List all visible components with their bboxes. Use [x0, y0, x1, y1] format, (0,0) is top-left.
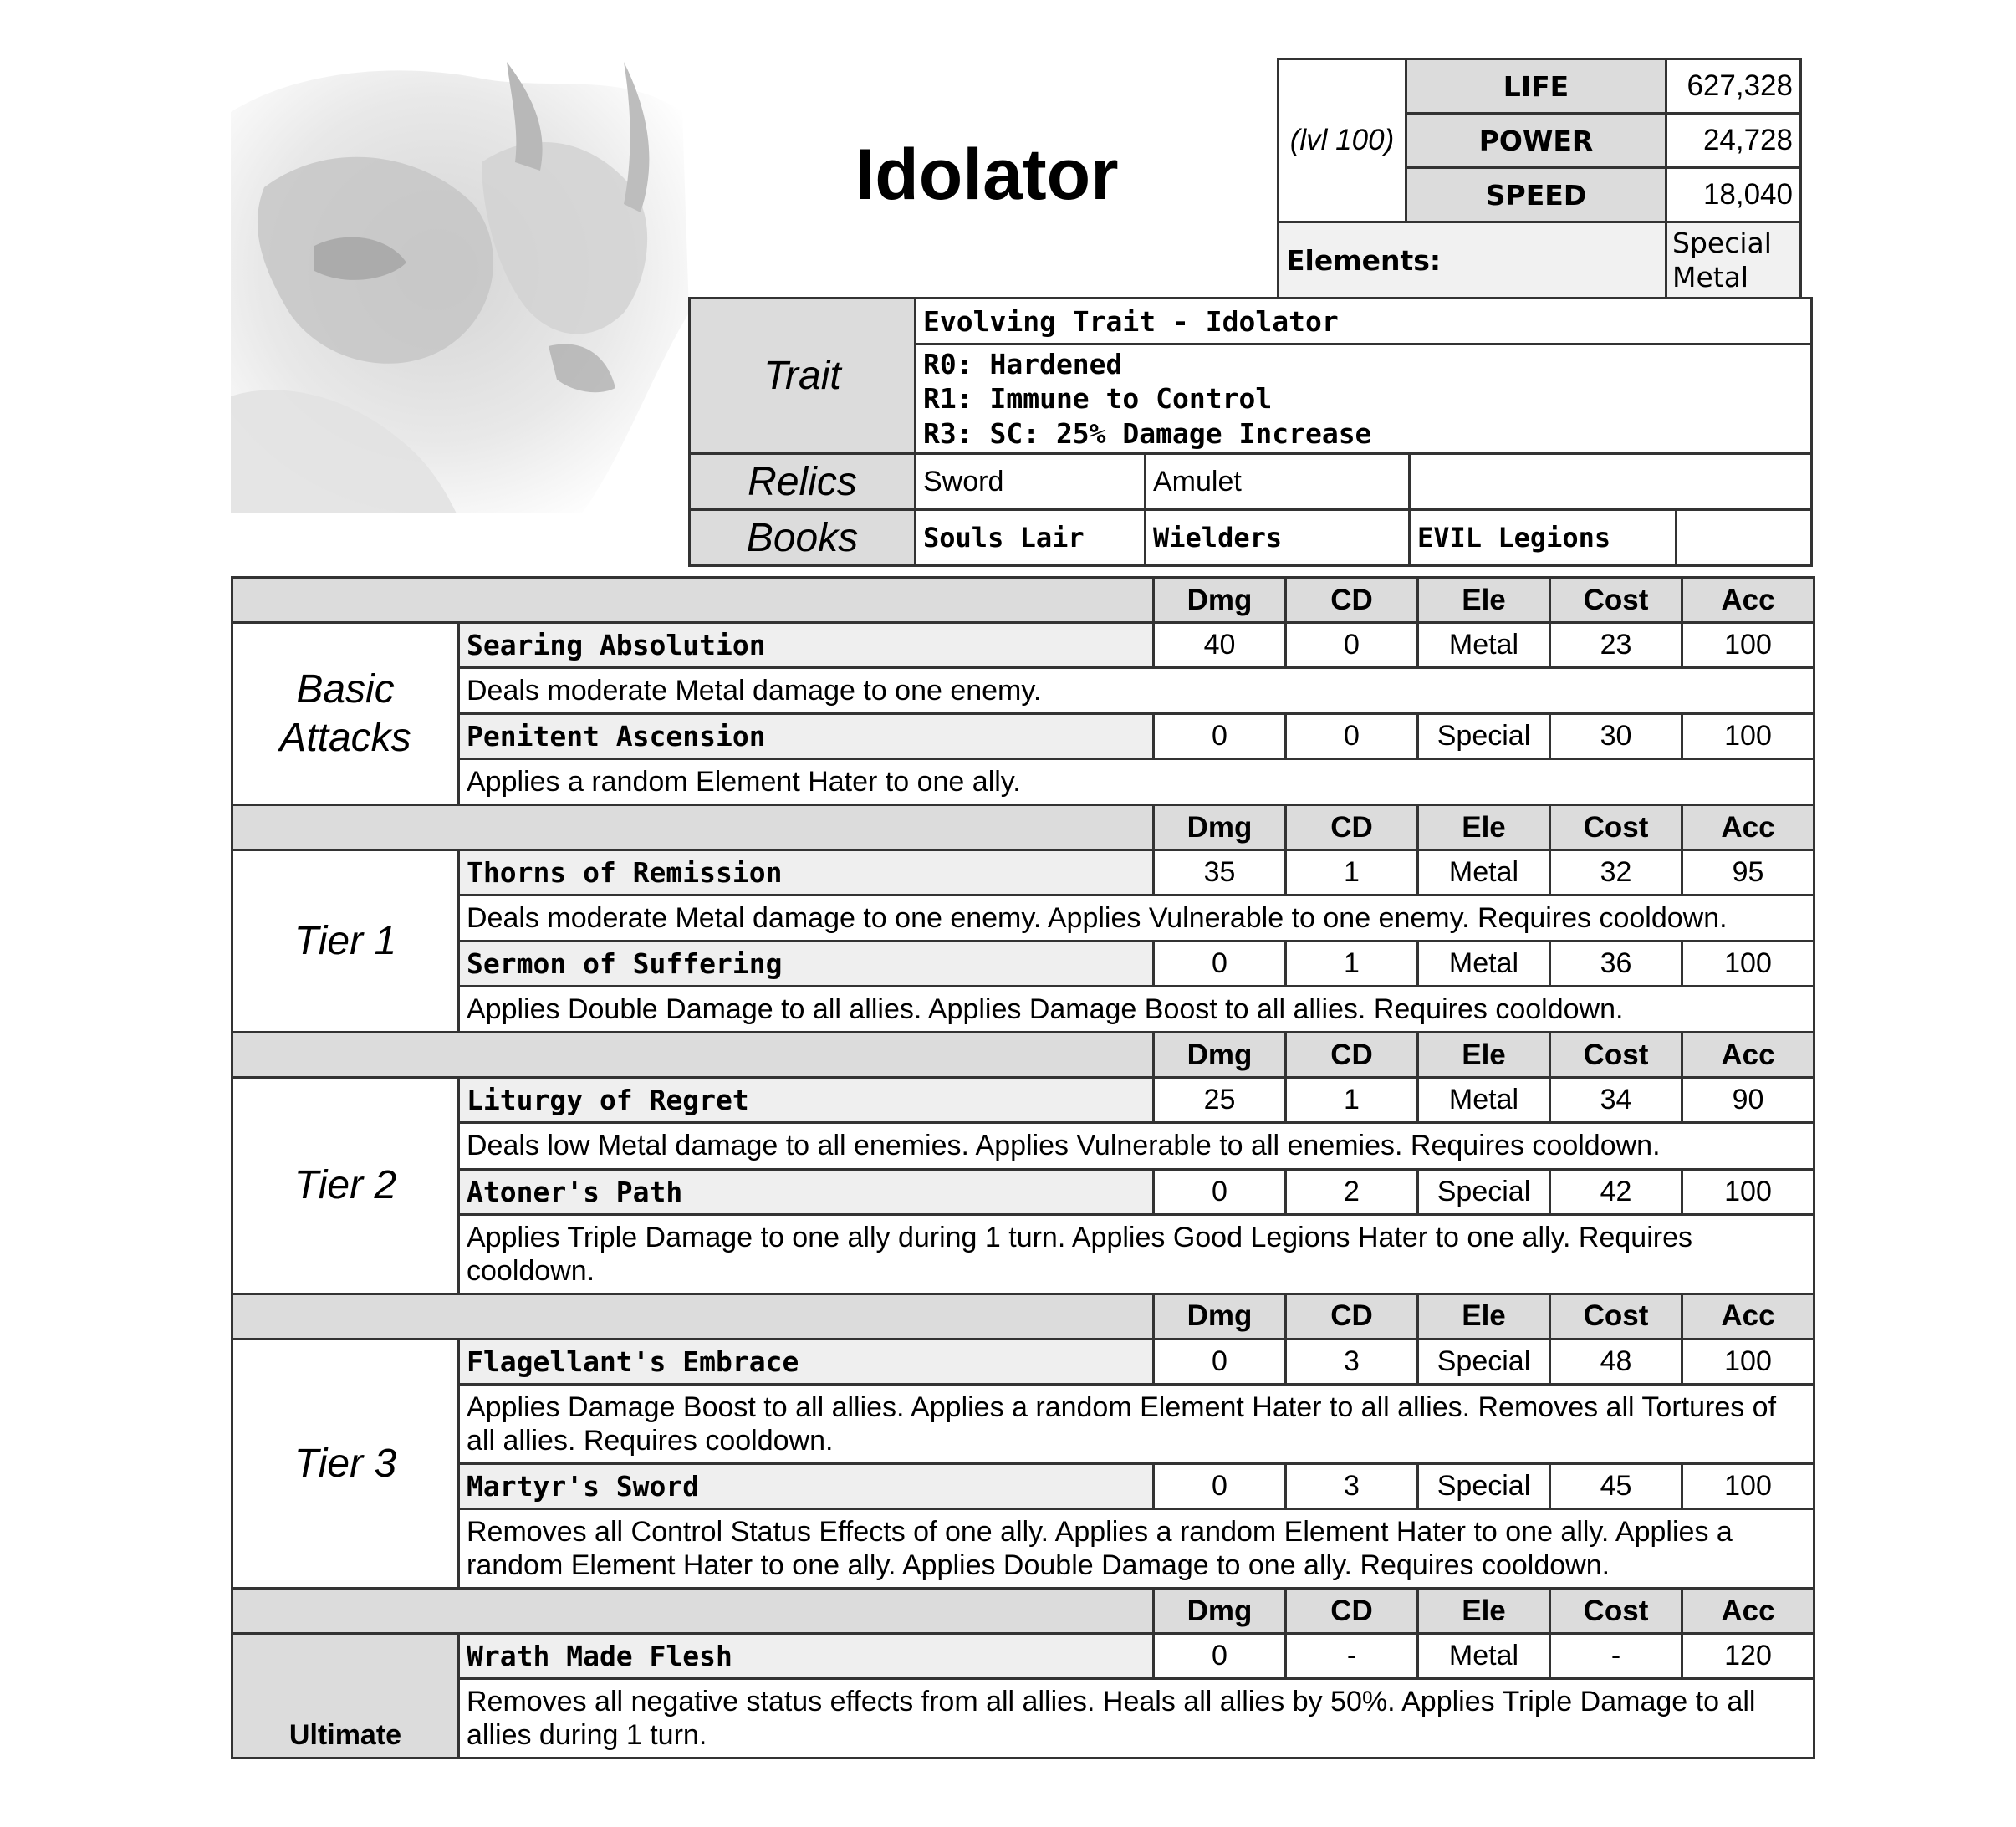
relic-empty [1410, 454, 1812, 510]
skill-description-row [232, 1679, 1814, 1758]
skill-description-row [232, 1384, 1814, 1463]
skill-cd: - [1286, 1634, 1418, 1679]
header-blank-cell [232, 1589, 1154, 1634]
skill-row [232, 623, 1814, 668]
skill-cost: 48 [1550, 1339, 1682, 1384]
element-metal: Metal [1672, 261, 1749, 293]
skill-description: Deals low Metal damage to all enemies. Applies Vulnerable to all enemies. Requires cooldown. [459, 1123, 1814, 1169]
group-label-line-1: Tier 3 [293, 1441, 397, 1486]
column-header-cost: Cost [1550, 578, 1682, 623]
skill-acc: 100 [1682, 1463, 1814, 1508]
skill-description: Applies Triple Damage to one ally during 1 turn. Applies Good Legions Hater to one ally. Requires cooldown. [459, 1214, 1814, 1294]
column-header-cost: Cost [1550, 1294, 1682, 1339]
skill-description-row [232, 1508, 1814, 1588]
skill-acc: 100 [1682, 714, 1814, 759]
skill-acc: 120 [1682, 1634, 1814, 1679]
skill-cd: 3 [1286, 1463, 1418, 1508]
skill-name: Atoner's Path [459, 1169, 1154, 1214]
skill-ele: Metal [1418, 1078, 1550, 1123]
column-header-cost: Cost [1550, 1589, 1682, 1634]
skill-group-label [232, 850, 459, 1033]
book-wielders: Wielders [1146, 510, 1410, 566]
skill-group-label [232, 623, 459, 805]
skill-description-row [232, 896, 1814, 942]
trait-header: Trait [690, 299, 916, 454]
skill-ele: Metal [1418, 850, 1550, 896]
group-label-line-1: Basic [296, 667, 395, 712]
header-blank-cell [232, 1033, 1154, 1078]
skill-description: Applies a random Element Hater to one ally. [459, 759, 1814, 805]
skill-name: Martyr's Sword [459, 1463, 1154, 1508]
skill-acc: 90 [1682, 1078, 1814, 1123]
skill-dmg: 0 [1154, 1169, 1286, 1214]
column-header-cd: CD [1286, 1294, 1418, 1339]
books-header: Books [690, 510, 916, 566]
column-header-dmg: Dmg [1154, 805, 1286, 850]
column-header-ele: Ele [1418, 1294, 1550, 1339]
trait-name: Evolving Trait - Idolator [916, 299, 1812, 344]
relic-amulet: Amulet [1146, 454, 1410, 510]
column-header-cd: CD [1286, 1033, 1418, 1078]
skill-cd: 1 [1286, 942, 1418, 987]
skill-cost: - [1550, 1634, 1682, 1679]
skill-group-label [232, 1339, 459, 1588]
skill-description: Deals moderate Metal damage to one enemy. [459, 668, 1814, 714]
column-header-dmg: Dmg [1154, 1589, 1286, 1634]
elements-value [1666, 222, 1801, 299]
column-header-acc: Acc [1682, 1294, 1814, 1339]
skill-row [232, 1634, 1814, 1679]
skill-description: Removes all Control Status Effects of one ally. Applies a random Element Hater to one ally. Applies a random Element Hater to one ally. Applies Double Damage to one ally. Requires cooldown. [459, 1508, 1814, 1588]
skill-ele: Metal [1418, 1634, 1550, 1679]
skill-acc: 100 [1682, 942, 1814, 987]
skill-cd: 1 [1286, 1078, 1418, 1123]
skill-column-header-row [232, 1033, 1814, 1078]
skill-description: Applies Double Damage to all allies. Applies Damage Boost to all allies. Requires cooldown. [459, 987, 1814, 1033]
stat-value-speed: 18,040 [1666, 168, 1801, 222]
element-special: Special [1672, 226, 1772, 259]
column-header-cd: CD [1286, 805, 1418, 850]
column-header-ele: Ele [1418, 1589, 1550, 1634]
skill-row [232, 942, 1814, 987]
group-label-line-1: Tier 1 [293, 919, 397, 964]
trait-rank-0: R0: Hardened [923, 348, 1123, 381]
skill-name: Flagellant's Embrace [459, 1339, 1154, 1384]
skill-acc: 100 [1682, 623, 1814, 668]
column-header-cd: CD [1286, 1589, 1418, 1634]
skill-ele: Metal [1418, 623, 1550, 668]
skill-name: Liturgy of Regret [459, 1078, 1154, 1123]
skill-column-header-row [232, 805, 1814, 850]
skill-description-row [232, 987, 1814, 1033]
skill-dmg: 0 [1154, 1634, 1286, 1679]
stat-label-speed: SPEED [1406, 168, 1666, 222]
book-empty [1676, 510, 1811, 566]
column-header-acc: Acc [1682, 1589, 1814, 1634]
skill-ele: Special [1418, 1169, 1550, 1214]
level-label: (lvl 100) [1279, 59, 1406, 222]
skill-dmg: 0 [1154, 1463, 1286, 1508]
skill-row [232, 1169, 1814, 1214]
trait-ranks [916, 344, 1812, 454]
skills-table [231, 576, 1815, 1759]
skill-cost: 32 [1550, 850, 1682, 896]
skill-description: Applies Damage Boost to all allies. Applies a random Element Hater to all allies. Removes all Tortures of all allies. Requires cooldown. [459, 1384, 1814, 1463]
skill-name: Thorns of Remission [459, 850, 1154, 896]
skill-cd: 3 [1286, 1339, 1418, 1384]
column-header-acc: Acc [1682, 1033, 1814, 1078]
skill-row [232, 850, 1814, 896]
skill-column-header-row [232, 1294, 1814, 1339]
group-label-line-2: Attacks [279, 715, 411, 760]
skill-dmg: 0 [1154, 714, 1286, 759]
monster-portrait [231, 62, 689, 513]
skill-acc: 95 [1682, 850, 1814, 896]
skill-acc: 100 [1682, 1339, 1814, 1384]
skill-row [232, 1078, 1814, 1123]
skill-ele: Special [1418, 714, 1550, 759]
skill-cd: 2 [1286, 1169, 1418, 1214]
group-label-line-1: Tier 2 [293, 1163, 397, 1208]
skill-group-label [232, 1078, 459, 1294]
skill-dmg: 35 [1154, 850, 1286, 896]
skill-description-row [232, 1123, 1814, 1169]
skill-ele: Special [1418, 1463, 1550, 1508]
column-header-dmg: Dmg [1154, 1033, 1286, 1078]
skill-cost: 45 [1550, 1463, 1682, 1508]
skill-cd: 1 [1286, 850, 1418, 896]
trait-rank-1: R1: Immune to Control [923, 382, 1273, 416]
skill-column-header-row [232, 1589, 1814, 1634]
stat-label-power: POWER [1406, 114, 1666, 168]
elements-label: Elements: [1279, 222, 1666, 299]
column-header-cost: Cost [1550, 1033, 1682, 1078]
skill-description-row [232, 1214, 1814, 1294]
header-blank-cell [232, 805, 1154, 850]
skill-row [232, 714, 1814, 759]
column-header-dmg: Dmg [1154, 1294, 1286, 1339]
skill-name: Sermon of Suffering [459, 942, 1154, 987]
skill-description: Removes all negative status effects from all allies. Heals all allies by 50%. Applies Triple Damage to all allies during 1 turn. [459, 1679, 1814, 1758]
skill-ele: Special [1418, 1339, 1550, 1384]
skill-row [232, 1463, 1814, 1508]
column-header-acc: Acc [1682, 805, 1814, 850]
skill-acc: 100 [1682, 1169, 1814, 1214]
monster-portrait-art [231, 62, 689, 513]
skill-ele: Metal [1418, 942, 1550, 987]
trait-rank-3: R3: SC: 25% Damage Increase [923, 416, 1372, 450]
skill-dmg: 25 [1154, 1078, 1286, 1123]
trait-relics-books-table [688, 297, 1813, 567]
skill-description-row [232, 759, 1814, 805]
skill-cd: 0 [1286, 714, 1418, 759]
header-blank-cell [232, 578, 1154, 623]
skill-cost: 23 [1550, 623, 1682, 668]
column-header-ele: Ele [1418, 805, 1550, 850]
skill-name: Penitent Ascension [459, 714, 1154, 759]
skill-dmg: 40 [1154, 623, 1286, 668]
monster-name: Idolator [855, 135, 1119, 215]
relics-header: Relics [690, 454, 916, 510]
skill-name: Wrath Made Flesh [459, 1634, 1154, 1679]
skill-cost: 36 [1550, 942, 1682, 987]
column-header-ele: Ele [1418, 578, 1550, 623]
stats-table [1277, 58, 1802, 299]
column-header-cd: CD [1286, 578, 1418, 623]
column-header-dmg: Dmg [1154, 578, 1286, 623]
skill-name: Searing Absolution [459, 623, 1154, 668]
skill-description: Deals moderate Metal damage to one enemy. Applies Vulnerable to one enemy. Requires cooldown. [459, 896, 1814, 942]
book-evil-legions: EVIL Legions [1410, 510, 1677, 566]
column-header-ele: Ele [1418, 1033, 1550, 1078]
relic-sword: Sword [916, 454, 1146, 510]
ultimate-label: Ultimate [232, 1634, 459, 1758]
skill-column-header-row [232, 578, 1814, 623]
column-header-acc: Acc [1682, 578, 1814, 623]
skill-cd: 0 [1286, 623, 1418, 668]
skill-row [232, 1339, 1814, 1384]
stat-label-life: LIFE [1406, 59, 1666, 114]
header-blank-cell [232, 1294, 1154, 1339]
skill-description-row [232, 668, 1814, 714]
stat-value-life: 627,328 [1666, 59, 1801, 114]
skill-cost: 34 [1550, 1078, 1682, 1123]
skill-dmg: 0 [1154, 1339, 1286, 1384]
skill-cost: 42 [1550, 1169, 1682, 1214]
column-header-cost: Cost [1550, 805, 1682, 850]
stat-value-power: 24,728 [1666, 114, 1801, 168]
skill-cost: 30 [1550, 714, 1682, 759]
skill-dmg: 0 [1154, 942, 1286, 987]
book-souls-lair: Souls Lair [916, 510, 1146, 566]
